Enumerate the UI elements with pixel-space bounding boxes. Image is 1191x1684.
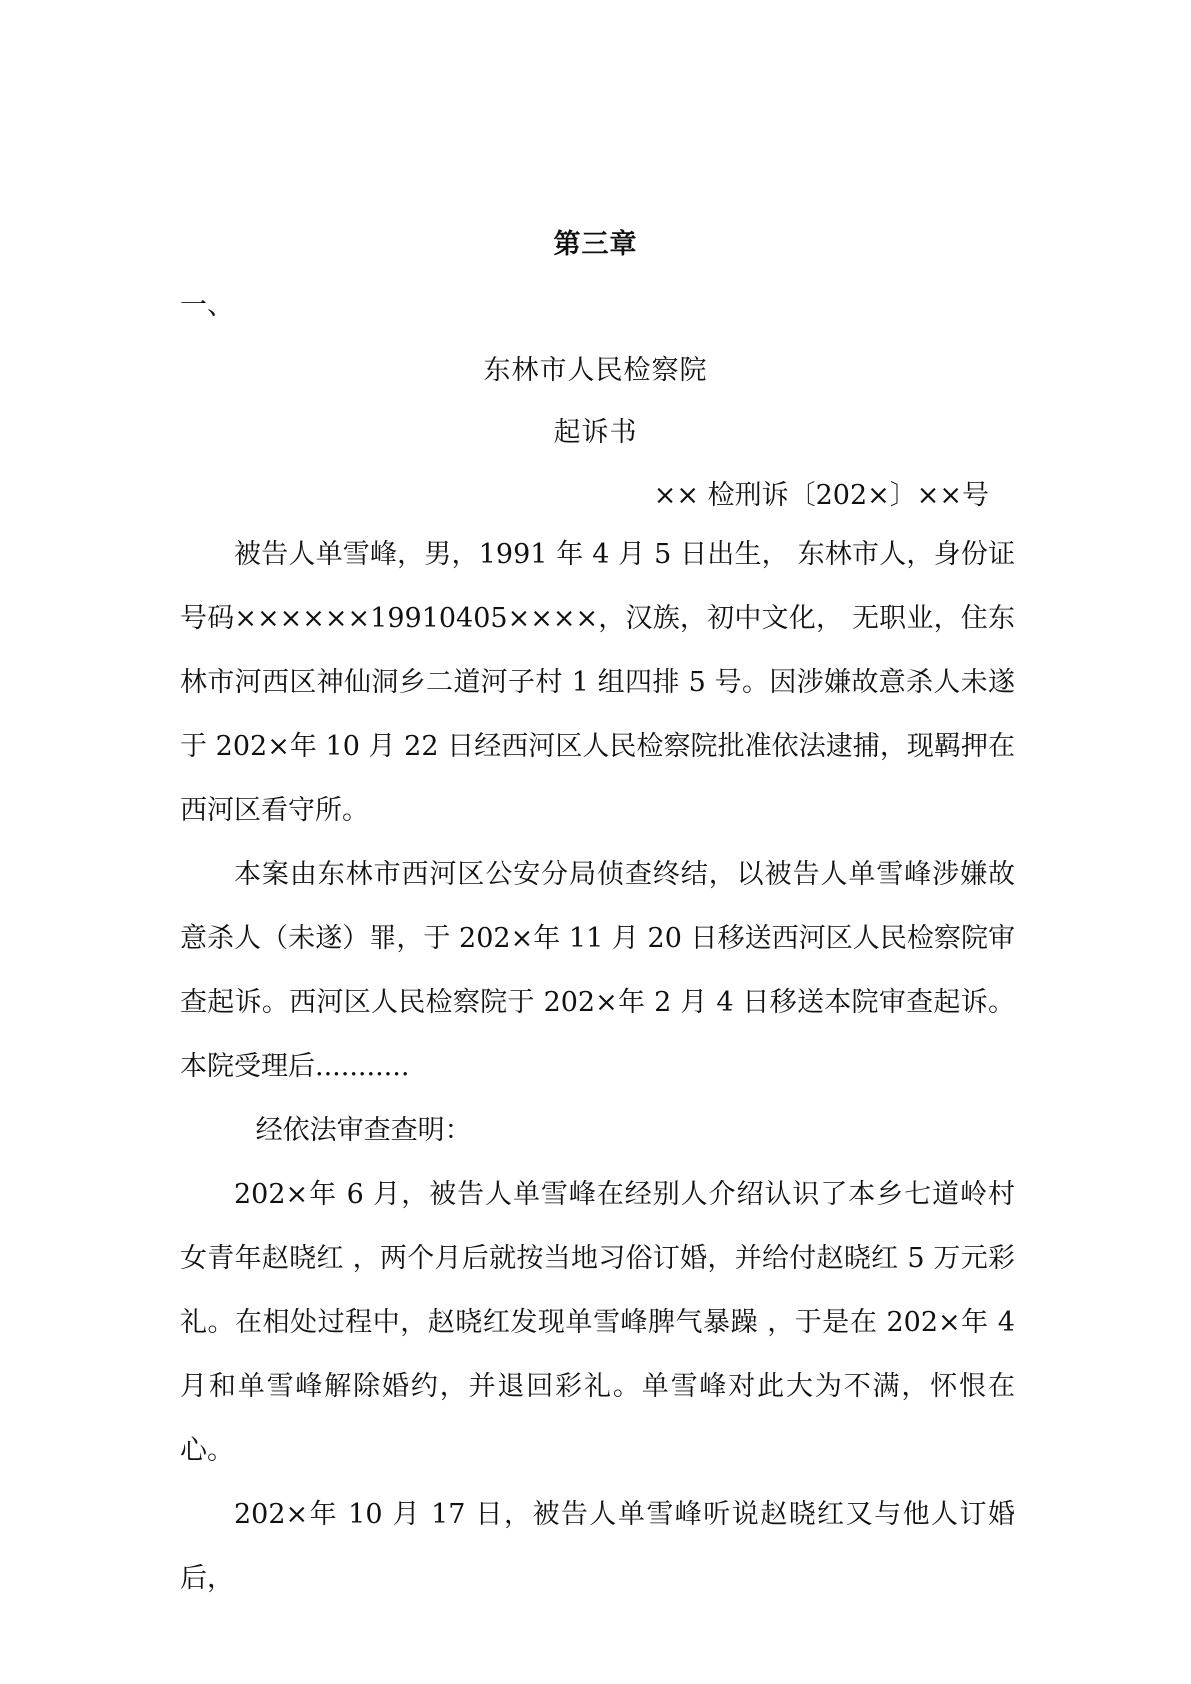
- paragraph-findings-heading: 经依法审查查明：: [255, 1115, 472, 1146]
- paragraph-defendant-info: 被告人单雪峰，男，1991 年 4 月 5 日出生， 东林市人，身份证号码××××××19910405××××，汉族，初中文化， 无职业，住东林市河西区神仙洞乡二道河子村 1 组四排 5 号。因涉嫌故意杀人未遂于 202×年 10 月 22 日经西河区人民检察院批准依法逮捕，现羁押在西河区看守所。: [180, 539, 1015, 826]
- paragraph-facts-2: 202×年 10 月 17 日，被告人单雪峰听说赵晓红又与他人订婚后，: [180, 1499, 1015, 1594]
- document-body: [180, 523, 1015, 1611]
- document-number: ×× 检刑诉〔202×〕××号: [653, 480, 989, 511]
- document-title: 起诉书: [553, 417, 638, 448]
- chapter-title: 第三章: [553, 229, 638, 260]
- organization-name: 东林市人民检察院: [483, 355, 708, 386]
- paragraph-facts-1: 202×年 6 月，被告人单雪峰在经别人介绍认识了本乡七道岭村女青年赵晓红 ，两个月后就按当地习俗订婚，并给付赵晓红 5 万元彩礼。在相处过程中，赵晓红发现单雪峰脾气暴躁 ，于是在 202×年 4 月和单雪峰解除婚约，并退回彩礼。单雪峰对此大为不满，怀恨在心。: [180, 1179, 1015, 1466]
- section-number: 一、: [180, 290, 234, 321]
- paragraph-case-transfer: 本案由东林市西河区公安分局侦查终结，以被告人单雪峰涉嫌故意杀人（未遂）罪，于 202×年 11 月 20 日移送西河区人民检察院审查起诉。西河区人民检察院于 202×年 2 月 4 日移送本院审查起诉。本院受理后...........: [180, 859, 1015, 1082]
